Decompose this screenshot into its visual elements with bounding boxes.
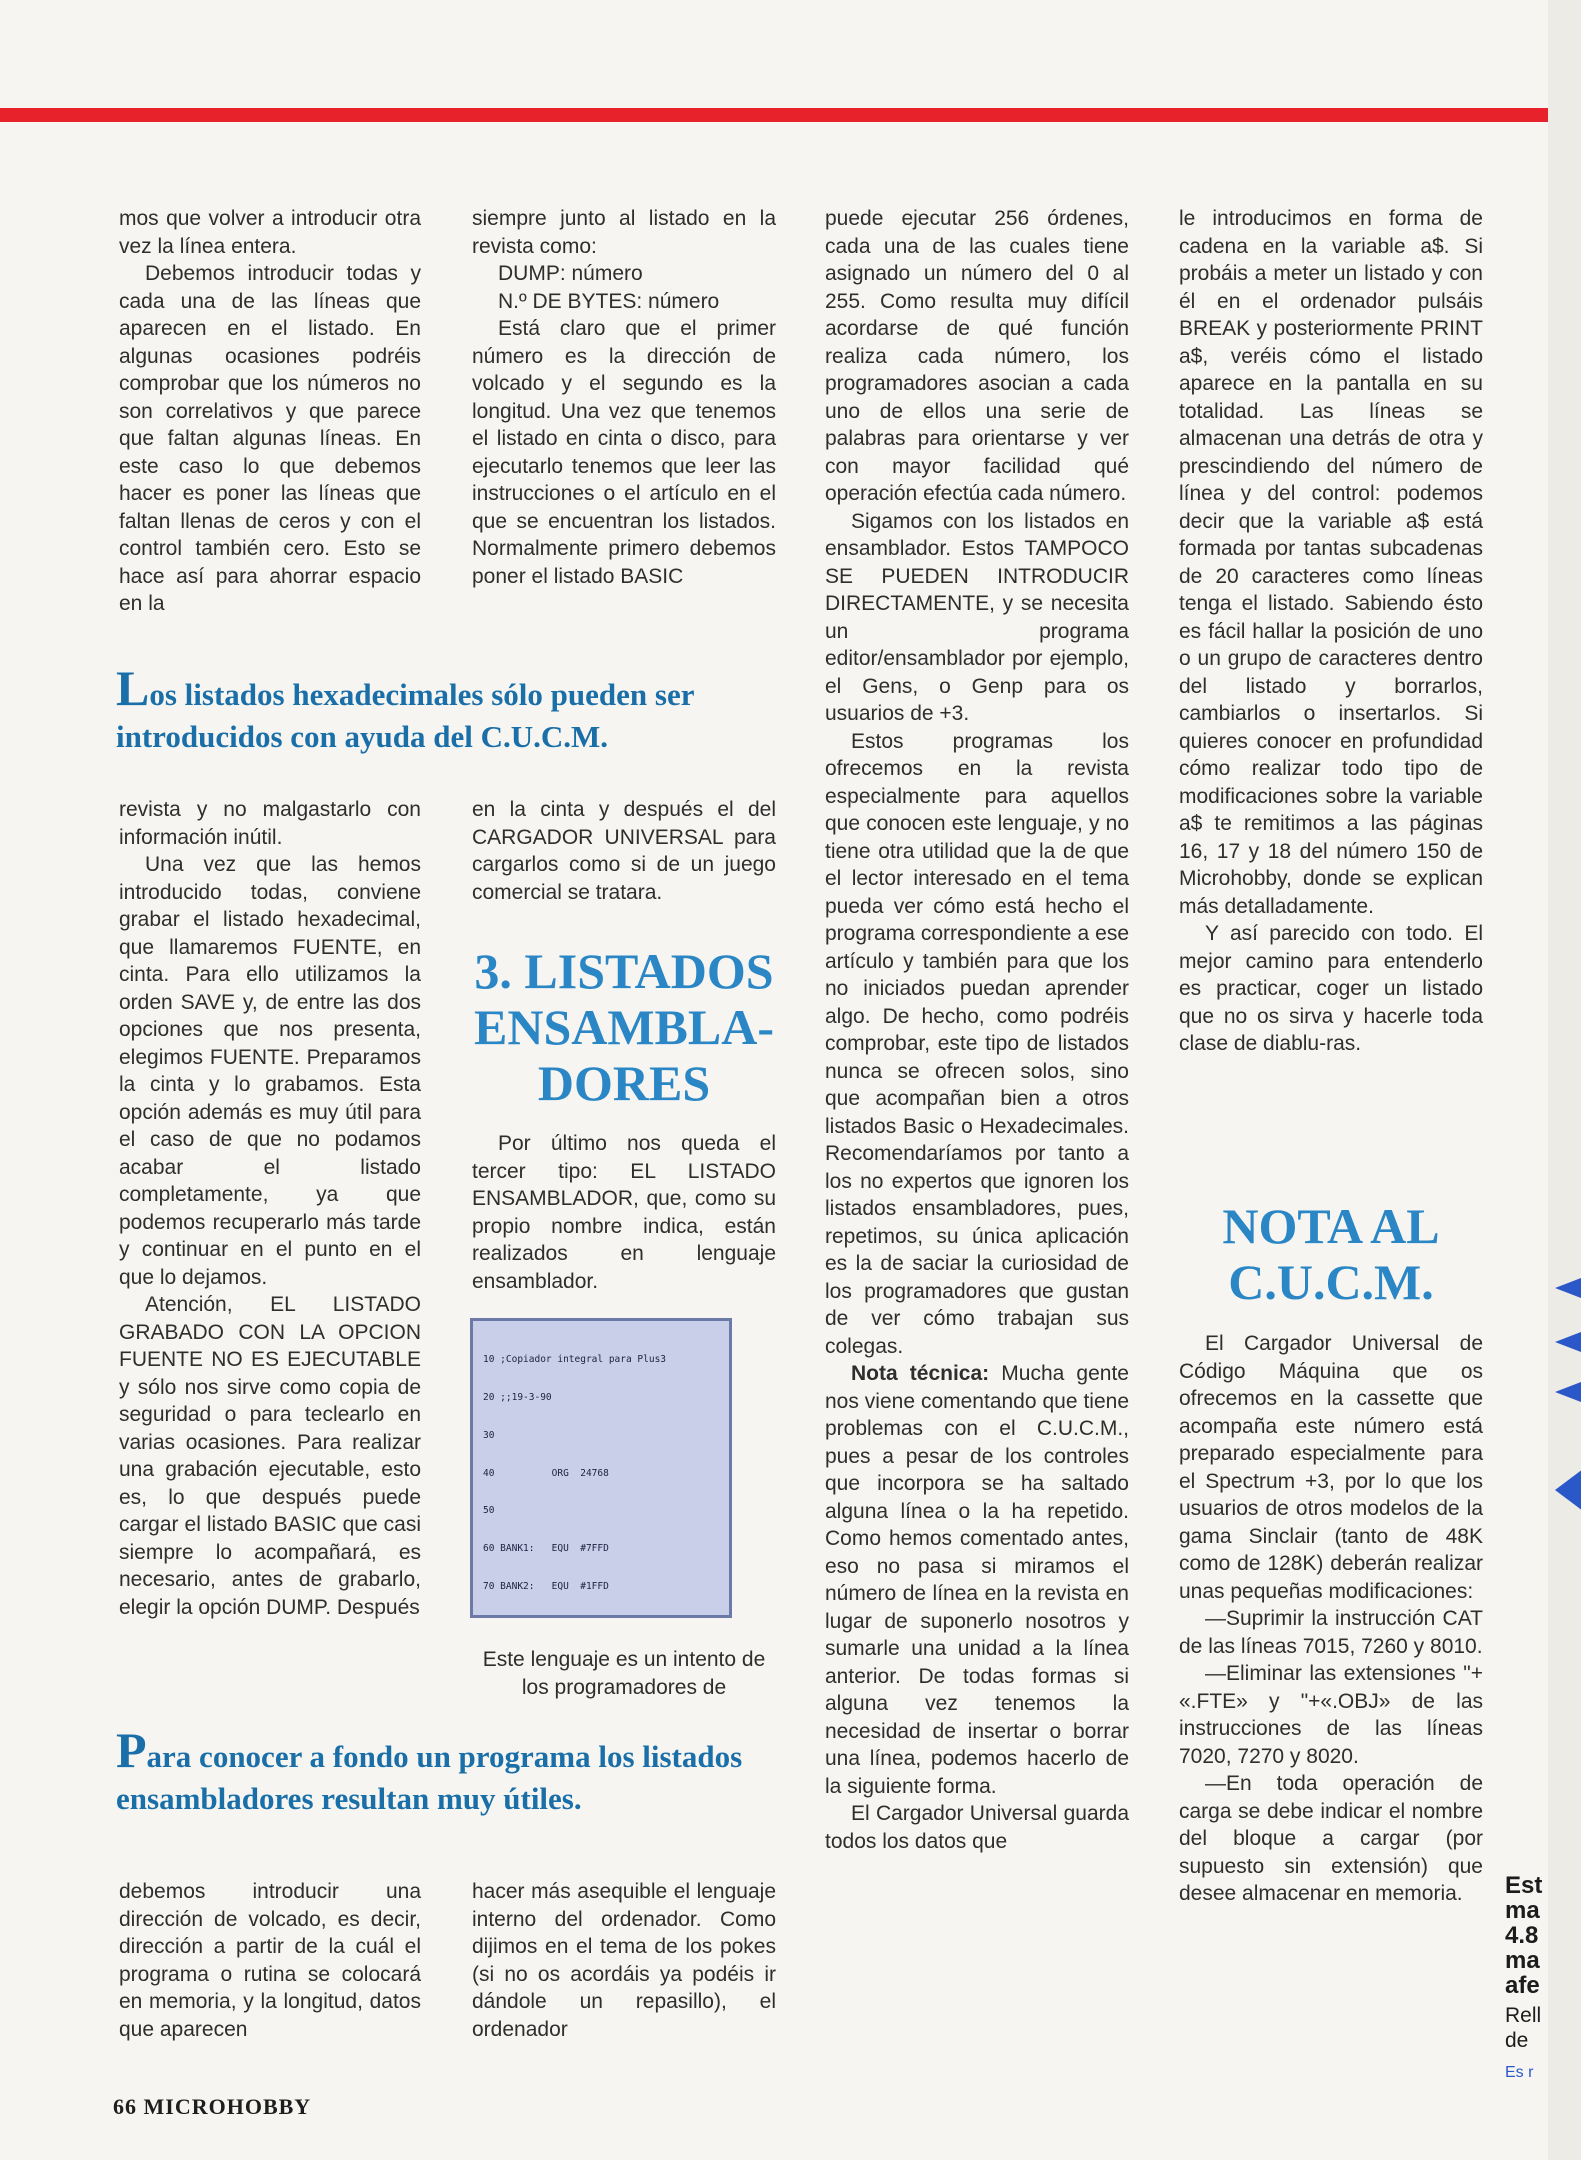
column-1-mid	[119, 796, 421, 1621]
paragraph: El Cargador Universal de Código Máquina que os ofrecemos en la cassette que acompaña este número está preparado especialmente para el Spectrum +3, por lo que los usuarios de otros modelos de la gama Sinclair (tanto de 48K como de 128K) deberán realizar unas pequeñas modificaciones:	[1179, 1332, 1483, 1603]
column-1-bottom	[119, 1878, 421, 2043]
paragraph: siempre junto al listado en la revista como:	[472, 207, 776, 258]
paragraph: El Cargador Universal guarda todos los datos que	[825, 1802, 1129, 1853]
column-2-bottom	[472, 1878, 776, 2043]
edge-text: Es r	[1505, 2064, 1534, 2081]
column-2-mid	[472, 796, 776, 906]
listing-line: 60 BANK1: EQU #7FFD	[483, 1543, 609, 1555]
bytes-line: N.º DE BYTES: número	[498, 289, 720, 313]
column-2-after-listing	[472, 1646, 776, 1701]
pull-quote-text: ara conocer a fondo un programa los listados ensambladores resultan muy útiles.	[116, 1739, 743, 1816]
paragraph: —Eliminar las extensiones "+ «.FTE» y "+«.OBJ» de las instrucciones de las líneas 7020, 7270 y 8020.	[1179, 1662, 1483, 1768]
assembler-listing	[470, 1318, 732, 1618]
paragraph: Debemos introducir todas y cada una de las líneas que aparecen en el listado. En algunas ocasiones podréis comprobar que los números no son correlativos y que parece que faltan algunas líneas. En este caso lo que debemos hacer es poner las líneas que faltan llenas de ceros y con el control también cero. Esto se hace así para ahorrar espacio en la	[119, 262, 421, 615]
listing-line: 10 ;Copiador integral para Plus3	[483, 1354, 667, 1366]
paragraph: Una vez que las hemos introducido todas, conviene grabar el listado hexadecimal, que llamaremos FUENTE, en cinta. Para ello utilizamos la orden SAVE y, de entre las dos opciones que nos presenta, elegimos FUENTE. Preparamos la cinta y lo grabamos. Esta opción además es muy útil para el caso de que no podamos acabar el listado completamente, ya que podemos recuperarlo más tarde y continuar en el punto en el que lo dejamos.	[119, 853, 421, 1289]
column-4	[1179, 205, 1483, 1058]
dump-line: DUMP: número	[498, 262, 643, 285]
paragraph: Sigamos con los listados en ensamblador. Estos TAMPOCO SE PUEDEN INTRODUCIR DIRECTAMENTE, y se necesita un programa editor/ensamblador por ejemplo, el Gens, o Genp para os usuarios de +3.	[825, 509, 1129, 725]
decorative-triangle	[1555, 1278, 1581, 1298]
paragraph-text: Mucha gente nos viene comentando que tiene problemas con el C.U.C.M., pues a pesar de los controles que incorpora se ha saltado alguna línea o la ha repetido. Como hemos comentado antes, eso no pasa si miramos el número de línea en la revista en lugar de suponerlo nosotros y sumarle una unidad a la línea anterior. De todas formas si alguna vez tenemos la necesidad de insertar o borrar una línea, podemos hacerlo de la siguiente forma.	[825, 1362, 1129, 1798]
column-4-nota	[1179, 1330, 1483, 1908]
drop-cap: L	[116, 660, 150, 716]
column-2-after-heading	[472, 1130, 776, 1295]
edge-text: Rell	[1505, 2004, 1542, 2027]
paragraph: en la cinta y después el del CARGADOR UNIVERSAL para cargarlos como si de un juego comercial se tratara.	[472, 798, 776, 904]
paragraph: Y así parecido con todo. El mejor camino para entenderlo es practicar, coger un listado que no os sirva y hacerle toda clase de diablu-ras.	[1179, 922, 1483, 1055]
top-red-rule	[0, 108, 1548, 122]
edge-text: ma	[1505, 1947, 1540, 1974]
edge-text: ma	[1505, 1897, 1540, 1924]
paragraph: —En toda operación de carga se debe indicar el nombre del bloque a cargar (por supuesto sin extensión) que desee almacenar en memoria.	[1179, 1772, 1483, 1905]
decorative-triangle	[1555, 1382, 1581, 1402]
edge-text: de	[1505, 2029, 1529, 2052]
paragraph: hacer más asequible el lenguaje interno del ordenador. Como dijimos en el tema de los pokes (si no os acordáis ya podéis ir dándole un repasillo), el ordenador	[472, 1880, 776, 2041]
column-3	[825, 205, 1129, 1855]
column-1-top	[119, 205, 421, 618]
decorative-triangle	[1555, 1332, 1581, 1352]
page-footer: 66 MICROHOBBY	[113, 2094, 312, 2119]
column-2-top	[472, 205, 776, 590]
pull-quote-1	[116, 660, 776, 758]
paragraph: Estos programas los ofrecemos en la revista especialmente para aquellos que conocen este lenguaje, y no tiene otra utilidad que la de que el lector interesado en el tema pueda ver cómo está hecho el programa correspondiente a ese artículo y también para que los no iniciados puedan aprender algo. De hecho, como podréis comprobar, este tipo de listados nunca se ofrecen solos, sino que acompañan bien a otros listados Basic o Hexadecimales. Recomendaríamos por tanto a los no expertos que ignoren los listados ensambladores, pues, repetimos, su única aplicación es la de saciar la curiosidad de los programadores que gustan de ver cómo trabajan sus colegas.	[825, 729, 1129, 1358]
paragraph: puede ejecutar 256 órdenes, cada una de las cuales tiene asignado un número del 0 al 255. Como resulta muy difícil acordarse de qué función realiza cada número, los programadores asocian a cada uno de ellos una serie de palabras para orientarse y ver con mayor facilidad qué operación efectúa cada número.	[825, 207, 1129, 505]
paragraph: Está claro que el primer número es la dirección de volcado y el segundo es la longitud. Una vez que tenemos el listado en cinta o disco, para ejecutarlo tenemos que leer las instrucciones o el artículo en el que se encuentran los listados. Normalmente primero debemos poner el listado BASIC	[472, 317, 776, 588]
paragraph: le introducimos en forma de cadena en la variable a$. Si probáis a meter un listado y con él en el ordenador pulsáis BREAK y posteriormente PRINT a$, veréis cómo el listado aparece en la pantalla en su totalidad. Las líneas se almacenan una detrás de otra y prescindiendo del número de línea y del control: podemos decir que la variable a$ está formada por tantas subcadenas de 20 caracteres como líneas tenga el listado. Sabiendo ésto es fácil hallar la posición de uno o un grupo de caracteres dentro del listado y borrarlos, cambiarlos o insertarlos. Si quieres conocer en profundidad cómo realizar todo tipo de modificaciones sobre la variable a$ te remitimos a las páginas 16, 17 y 18 del número 150 de Microhobby, donde se explican más detalladamente.	[1179, 207, 1483, 918]
section-heading-nota: NOTA AL C.U.C.M.	[1222, 1198, 1440, 1310]
paragraph: —Suprimir la instrucción CAT de las líneas 7015, 7260 y 8010.	[1179, 1607, 1483, 1658]
decorative-triangle	[1555, 1460, 1581, 1520]
pull-quote-2	[116, 1722, 776, 1820]
paragraph: Por último nos queda el tercer tipo: EL LISTADO ENSAMBLADOR, que, como su propio nombre indica, están realizados en lenguaje ensamblador.	[472, 1132, 776, 1293]
listing-line: 50	[483, 1505, 495, 1517]
edge-text: 4.8	[1505, 1922, 1539, 1949]
paragraph: mos que volver a introducir otra vez la línea entera.	[119, 207, 421, 258]
technical-note-lead: Nota técnica:	[851, 1362, 990, 1385]
listing-line: 30	[483, 1429, 495, 1441]
drop-cap: P	[116, 1722, 147, 1778]
edge-text: afe	[1505, 1972, 1540, 1999]
paragraph: Este lenguaje es un intento de los programadores de	[482, 1648, 766, 1699]
pull-quote-text: os listados hexadecimales sólo pueden ser introducidos con ayuda del C.U.C.M.	[116, 677, 694, 754]
edge-text: Est	[1505, 1872, 1543, 1899]
next-page-edge	[1548, 0, 1581, 2160]
section-heading-3: 3. LISTADOS ENSAMBLA-DORES	[473, 943, 775, 1111]
listing-line: 20 ;;19-3-90	[483, 1391, 552, 1403]
listing-line: 70 BANK2: EQU #1FFD	[483, 1580, 609, 1592]
paragraph	[825, 1360, 1129, 1800]
listing-line: 40 ORG 24768	[483, 1467, 609, 1479]
paragraph: revista y no malgastarlo con información inútil.	[119, 798, 421, 849]
paragraph: debemos introducir una dirección de volcado, es decir, dirección a partir de la cuál el programa o rutina se colocará en memoria, y la longitud, datos que aparecen	[119, 1880, 421, 2041]
paragraph: Atención, EL LISTADO GRABADO CON LA OPCION FUENTE NO ES EJECUTABLE y sólo nos sirve como copia de seguridad o para teclearlo en varias ocasiones. Para realizar una grabación ejecutable, esto es, lo que después puede cargar el listado BASIC que casi siempre lo acompañará, es necesario, antes de grabarlo, elegir la opción DUMP. Después	[119, 1293, 421, 1619]
